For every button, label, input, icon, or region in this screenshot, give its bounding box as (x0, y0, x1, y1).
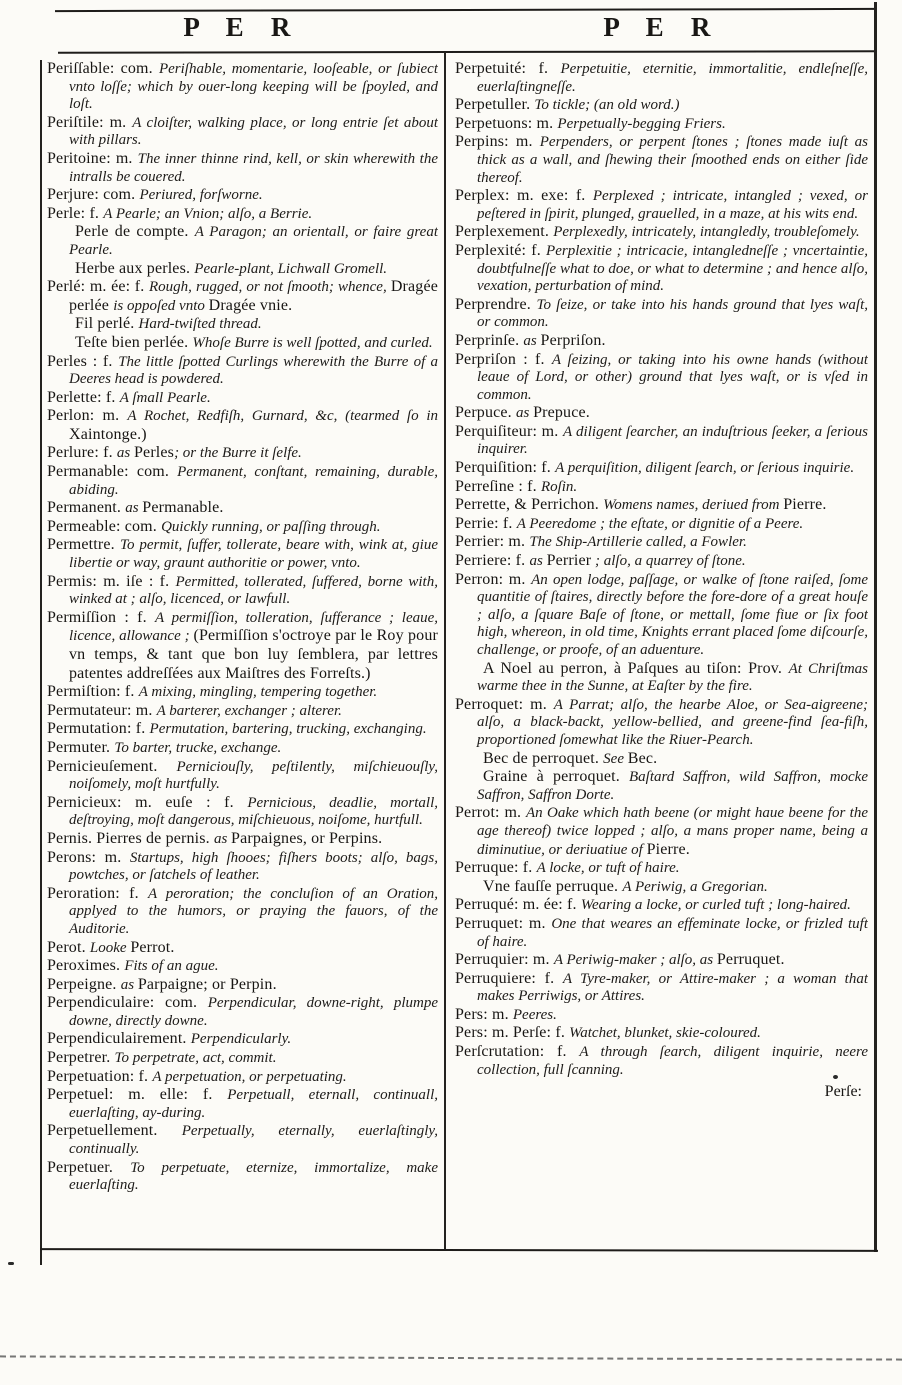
dictionary-entry (47, 389, 438, 408)
headword-text: Perrette, & Perrichon. (455, 496, 604, 514)
definition-text: ; or the Burre it ſelfe. (174, 445, 302, 462)
dictionary-entry (47, 536, 438, 572)
definition-text: A Pearle; an Vnion; alſo, a Berrie. (103, 205, 313, 222)
headword-text: Bec de perroquet. (483, 749, 604, 767)
headword-text: Perles (134, 444, 175, 462)
headword-text: Perpins: m. (455, 133, 540, 151)
definition-text: Perplexitie ; intricacie, intangledneſſe ; vncertaintie, doubtfulneſſe what to doe, or what to determine ; and hence alſo, vexation, perturbation of mind. (477, 242, 868, 295)
definition-text: as (120, 976, 138, 993)
sub-entry (455, 878, 868, 897)
headword-text: Pernicieuſement. (47, 757, 177, 775)
headword-text: Graine à perroquet. (483, 768, 630, 786)
definition-text: Whoſe Burre is well ſpotted, and curled. (192, 334, 433, 351)
headword-text: A Noel au perron, à Paſques au tiſon: Prov. (483, 659, 789, 677)
headword-text: Perrot. (130, 938, 175, 956)
headword-text: Permis: m. iſe : f. (47, 572, 176, 590)
headword-text: Pers: m. Perſe: f. (455, 1024, 570, 1042)
definition-text: Perpetuitie, eternitie, immortalitie, endleſneſſe, euerlaſtingneſſe. (477, 61, 868, 95)
running-head-left: P E R (183, 12, 301, 42)
headword-text: Permiſſion : f. (47, 608, 155, 626)
headword-text: Periſtile: m. (47, 113, 133, 131)
definition-text: as (515, 405, 534, 422)
headword-text: Peritoine: m. (47, 149, 138, 167)
dictionary-entry (455, 115, 868, 134)
headword-text: Perlette: f. (47, 388, 120, 406)
scan-speck (8, 1262, 14, 1265)
definition-text: A Parrat; alſo, the hearbe Aloe, or Sea-aigreene; alſo, a black-backt, yellow-bellied, and greene-find ſea-fiſh, proportioned ſomewhat like the Riuer-Pearch. (477, 696, 868, 748)
headword-text: Perpeigne. (47, 975, 121, 993)
definition-text: Perpetually, eternally, euerlaſtingly, continually. (69, 1123, 438, 1158)
headword-text: Permettre. (47, 536, 121, 554)
sub-entry (47, 260, 438, 279)
definition-text: A peroration; the concluſion of an Oration, applyed to the humors, or praying the fauors, of the Auditorie. (69, 885, 438, 937)
headword-text: Permanable. (142, 499, 224, 517)
dictionary-entry (455, 533, 868, 552)
dictionary-entry (47, 407, 438, 444)
definition-text: Perplexedly, intricately, intangledly, troubleſomely. (553, 224, 860, 241)
definition-text: Roſin. (540, 478, 578, 495)
headword-text: Perpetuller. (455, 96, 535, 114)
dictionary-entry (455, 459, 868, 478)
headword-text: Periſſable: com. (47, 60, 159, 77)
dictionary-entry (47, 60, 438, 114)
left-column-entries (47, 60, 438, 1195)
definition-text: as (529, 553, 547, 570)
dictionary-entry (47, 463, 438, 499)
headword-text: Perreſine : f. (455, 477, 541, 495)
definition-text: Fits of an ague. (124, 958, 219, 975)
dictionary-entry (455, 242, 868, 296)
dictionary-entry (455, 552, 868, 571)
dictionary-entry (455, 404, 868, 423)
dictionary-entry (47, 150, 438, 186)
definition-text: A Paragon; an orientall, or faire great Pearle. (69, 224, 438, 258)
headword-text: Perruquet. (716, 951, 785, 969)
definition-text: Pearle-plant, Lichwall Gromell. (194, 260, 388, 277)
definition-text: Startups, high ſhooes; fiſhers boots; alſo, bags, powtches, or ſatchels of leather. (69, 849, 438, 884)
headword-text: Perle: f. (47, 204, 104, 222)
headword-text: Perpriſon : f. (455, 350, 552, 368)
headword-text: Perons: m. (47, 848, 130, 866)
dictionary-entry (455, 60, 868, 96)
dictionary-entry (47, 114, 438, 150)
headword-text: Prepuce. (533, 404, 590, 422)
headword-text: Perpetrer. (47, 1049, 115, 1067)
headword-text: (Permiſſion s'octroye par le Roy pour vn temps, & tant que bon luy ſemblera, par lettres patentes addreſſées aux Maiſtres des Forreſts.) (69, 627, 438, 682)
headword-text: Perplexement. (455, 223, 554, 241)
definition-text: A cloiſter, walking place, or long entrie ſet about with pillars. (69, 114, 438, 149)
sub-entry (455, 660, 868, 696)
dictionary-entry (455, 1006, 868, 1025)
headword-text: Perlure: f. (47, 444, 117, 462)
dictionary-entry (47, 976, 438, 995)
dictionary-entry (47, 444, 438, 463)
sub-entry (455, 768, 868, 804)
headword-text: Peroration: f. (47, 884, 148, 902)
sub-entry (47, 315, 438, 334)
definition-text: A ſeizing, or taking into his owne hands (without leaue of Lord, or other) ground that lyes waſt, or is vſed in common. (477, 351, 868, 403)
bottom-border-rule (40, 1248, 878, 1252)
dictionary-entry (47, 830, 438, 849)
right-column-entries (455, 60, 868, 1079)
headword-text: Perruquier: m. (455, 951, 554, 969)
headword-text: Perprinſe. (455, 331, 524, 349)
dictionary-entry (455, 1043, 868, 1079)
dictionary-entry (47, 1086, 438, 1122)
definition-text: Periſhable, momentarie, looſeable, or ſubiect vnto loſſe; which by ouer-long keeping will be ſpoyled, and loſt. (69, 61, 438, 113)
dictionary-entry (455, 951, 868, 970)
definition-text: Womens names, deriued from (603, 497, 784, 514)
headword-text: Perquiſiteur: m. (455, 422, 563, 440)
dictionary-entry (455, 804, 868, 859)
headword-text: Vne fauſſe perruque. (483, 877, 623, 895)
dictionary-entry (455, 332, 868, 351)
dictionary-entry (455, 351, 868, 405)
headword-text: Perpriſon. (540, 331, 606, 349)
headword-text: Permeable: com. (47, 517, 162, 535)
headword-text: Parpaigne; or Perpin. (137, 975, 277, 993)
headword-text: Permutateur: m. (47, 701, 157, 719)
dictionary-entry (455, 423, 868, 459)
definition-text: A through ſearch, diligent inquirie, neere collection, full ſcanning. (477, 1044, 868, 1078)
definition-text: Peeres. (512, 1006, 557, 1023)
dictionary-entry (47, 994, 438, 1030)
definition-text: Perpetuall, eternall, continuall, euerlaſting, ay-during. (69, 1087, 438, 1121)
headword-text: Pers: m. (455, 1005, 513, 1023)
dictionary-entry (47, 573, 438, 609)
dictionary-entry (455, 571, 868, 660)
headword-text: Peroximes. (47, 957, 125, 975)
dictionary-entry (455, 296, 868, 332)
definition-text: Looke (89, 939, 131, 956)
dictionary-entry (47, 739, 438, 758)
headword-text: Perlon: m. (47, 407, 128, 425)
headword-text: Parpaignes, or Perpins. (231, 829, 383, 847)
definition-text: Quickly running, or paſſing through. (161, 518, 381, 535)
headword-text: Permanent. (47, 499, 126, 517)
headword-text: Permutation: f. (47, 720, 150, 738)
headword-text: Pierre. (646, 840, 690, 858)
headword-text: Perplex: m. exe: f. (455, 187, 593, 205)
dictionary-entry (47, 1122, 438, 1158)
headword-text: Perles : f. (47, 352, 119, 370)
definition-text: A perpetuation, or perpetuating. (152, 1068, 347, 1085)
definition-text: The inner thinne rind, kell, or skin wherewith the intralls be couered. (69, 150, 438, 185)
headword-text: Perot. (47, 938, 90, 956)
headword-text: Perrot: m. (455, 804, 526, 822)
definition-text: A Periwig, a Gregorian. (622, 878, 768, 895)
dictionary-entry (47, 702, 438, 721)
dictionary-entry (47, 1159, 438, 1195)
definition-text: To barter, trucke, exchange. (114, 739, 282, 756)
definition-text: At Chriſtmas warme thee in the Sunne, at Eaſter by the fire. (477, 660, 868, 695)
definition-text: as (213, 830, 232, 847)
definition-text: Rough, rugged, or not ſmooth; whence, (149, 279, 391, 296)
headword-text: Pernis. Pierres de pernis. (47, 829, 214, 847)
headword-text: Perprendre. (455, 295, 537, 313)
headword-text: Permiſtion: f. (47, 683, 139, 701)
dictionary-entry (455, 496, 868, 515)
dictionary-entry (455, 970, 868, 1006)
headword-text: Dragée perlée (69, 278, 438, 314)
headword-text: Dragée vnie. (208, 296, 293, 314)
definition-text: Permanent, conſtant, remaining, durable, abiding. (69, 464, 438, 498)
headword-text: Perpendiculaire: com. (47, 994, 208, 1012)
dictionary-entry (47, 683, 438, 702)
headword-text: Perle de compte. (75, 223, 195, 241)
dictionary-entry (455, 1024, 868, 1043)
headword-text: Perruquet: m. (455, 914, 552, 932)
definition-text: A Tyre-maker, or Attire-maker ; a woman that makes Perriwigs, or Attires. (477, 970, 868, 1005)
headword-text: Perrie: f. (455, 514, 517, 532)
dictionary-entry (47, 186, 438, 205)
definition-text: To perpetrate, act, commit. (114, 1050, 277, 1067)
headword-text: Perplexité: f. (455, 241, 547, 259)
headword-text: Perruquiere: f. (455, 969, 563, 987)
definition-text: Hard-twiſted thread. (138, 316, 262, 333)
dictionary-entry (47, 1068, 438, 1087)
headword-text: Pernicieux: m. euſe : f. (47, 793, 248, 811)
definition-text: A Periwig-maker ; alſo, as (553, 952, 717, 969)
headword-text: Perpendiculairement. (47, 1030, 191, 1048)
dictionary-entry (47, 849, 438, 885)
definition-text: as (523, 332, 541, 349)
headword-text: Bec. (627, 749, 658, 767)
definition-text: Periured, forſworne. (139, 187, 263, 204)
definition-text: A locke, or tuft of haire. (536, 860, 680, 877)
headword-text: Perpetuons: m. (455, 114, 558, 132)
headword-text: Perpetuation: f. (47, 1067, 153, 1085)
dictionary-entry (47, 1049, 438, 1068)
headword-text: Perroquet: m. (455, 695, 554, 713)
headword-text: Perjure: com. (47, 186, 140, 204)
definition-text: An Oake which hath beene (or might haue beene for the age thereof) twice lopped ; alſo, a mans proper name, being a diminutiue, or deriuatiue of (477, 805, 868, 858)
definition-text: A perquiſition, diligent ſearch, or ſerious inquirie. (555, 460, 855, 477)
definition-text: Perpendicular, downe-right, plumpe downe, directly downe. (69, 995, 438, 1029)
dictionary-entry (455, 96, 868, 115)
dictionary-entry (455, 223, 868, 242)
left-column (47, 60, 438, 1250)
headword-text: Perruque: f. (455, 859, 537, 877)
headword-text: Herbe aux perles. (75, 259, 195, 277)
definition-text: Perniciouſly, peſtilently, miſchieuouſly, noiſomely, moſt hurtfully. (69, 758, 438, 793)
definition-text: One that weares an effeminate locke, or frizled tuft of haire. (477, 915, 868, 950)
headword-text: Perrier: m. (455, 533, 530, 551)
scan-speck (833, 1075, 838, 1079)
definition-text: Pernicious, deadlie, mortall, deſtroying, moſt dangerous, miſchieuous, noiſome, hurtfull. (69, 794, 438, 829)
scan-edge-artifact (0, 1355, 902, 1360)
sub-entry (47, 334, 438, 353)
definition-text: Perpenders, or perpent ſtones ; ſtones made iuſt as thick as a wall, and ſhewing their ſmoothed ends on either ſide thereof. (477, 134, 868, 186)
dictionary-entry (47, 939, 438, 958)
headword-text: Perrier (546, 552, 592, 570)
definition-text: A mixing, mingling, tempering together. (138, 684, 378, 701)
definition-text: Watchet, blunket, skie-coloured. (569, 1025, 761, 1042)
definition-text: To perpetuate, eternize, immortalize, make euerlaſting. (69, 1159, 438, 1194)
dictionary-entry (47, 278, 438, 315)
dictionary-entry (47, 885, 438, 939)
dictionary-entry (47, 720, 438, 739)
definition-text: as (116, 445, 134, 462)
dictionary-entry (455, 859, 868, 878)
headword-text: Perpetuité: f. (455, 60, 561, 77)
right-margin-rule (874, 2, 877, 1252)
sub-entry (47, 223, 438, 259)
header-divider-rule (58, 50, 876, 53)
headword-text: Pierre. (783, 496, 827, 514)
definition-text: The Ship-Artillerie called, a Fowler. (529, 534, 747, 551)
definition-text: To ſeize, or take into his hands ground that lyes waſt, or common. (477, 296, 868, 331)
definition-text: Permutation, bartering, trucking, exchanging. (149, 721, 427, 738)
dictionary-entry (47, 758, 438, 794)
headword-text: Perlé: m. ée: f. (47, 278, 149, 296)
column-divider-rule (444, 52, 446, 1250)
headword-text: Perruqué: m. ée: f. (455, 896, 581, 914)
headword-text: Permanable: com. (47, 463, 178, 481)
definition-text: A barterer, exchanger ; alterer. (156, 702, 342, 719)
sub-entry (455, 750, 868, 769)
definition-text: To tickle; (an old word.) (534, 97, 680, 114)
definition-text: Perpetually-begging Friers. (557, 115, 726, 132)
definition-text: A Rochet, Redfiſh, Gurnard, &c, (tearmed ſo in (127, 408, 438, 425)
definition-text: Permitted, tollerated, ſuffered, borne with, winked at ; alſo, licenced, or lawfull. (69, 573, 438, 608)
dictionary-entry (455, 915, 868, 951)
dictionary-entry (47, 609, 438, 683)
headword-text: Perquiſition: f. (455, 459, 556, 477)
definition-text: See (603, 750, 628, 767)
definition-text: An open lodge, paſſage, or walke of ſtone raiſed, ſome quantitie of ſtaires, directly before the fore-dore of a great houſe ; alſo, a ſquare Baſe of ſtone, or mettall, ſome fiue or ſix foot high, whereon, in old time, Knights errant placed ſome diſcourſe, challenge, or proofe, of an aduenture. (477, 571, 868, 658)
headword-text: Perpetuel: m. elle: f. (47, 1086, 228, 1104)
dictionary-entry (455, 187, 868, 223)
left-margin-rule (40, 60, 42, 1265)
definition-text: A ſmall Pearle. (119, 389, 211, 406)
definition-text: is oppoſed vnto (113, 297, 209, 314)
dictionary-entry (455, 896, 868, 915)
headword-text: Perpuce. (455, 404, 516, 422)
dictionary-entry (47, 1030, 438, 1049)
dictionary-entry (47, 518, 438, 537)
headword-text: Perpetuellement. (47, 1122, 182, 1140)
definition-text: To permit, ſuffer, tollerate, beare with, wink at, giue libertie or way, graunt authoritie or power, vnto. (69, 537, 438, 572)
definition-text: A permiſſion, tolleration, ſufferance ; leaue, licence, allowance ; (69, 609, 438, 645)
running-head-right: P E R (603, 12, 721, 42)
definition-text: Baſtard Saffron, wild Saffron, mocke Saffron, Saffron Dorte. (477, 769, 868, 803)
definition-text: Perplexed ; intricate, intangled ; vexed, or peſtered in ſpirit, plunged, grauelled, in a maze, at his wits end. (477, 188, 868, 222)
dictionary-entry (455, 696, 868, 750)
definition-text: ; alſo, a quarrey of ſtone. (591, 553, 746, 570)
headword-text: Fil perlé. (75, 315, 139, 333)
dictionary-entry (47, 957, 438, 976)
definition-text: A Peeredome ; the eſtate, or dignitie of a Peere. (516, 515, 804, 532)
definition-text: Perpendicularly. (190, 1031, 292, 1048)
dictionary-entry (47, 353, 438, 389)
headword-text: Xaintonge.) (69, 425, 147, 443)
dictionary-entry (455, 515, 868, 534)
dictionary-entry (47, 499, 438, 518)
dictionary-entry (47, 205, 438, 224)
headword-text: Permuter. (47, 738, 115, 756)
definition-text: as (125, 500, 143, 517)
headword-text: Perpetuer. (47, 1158, 131, 1176)
headword-text: Perriere: f. (455, 552, 530, 570)
right-column (455, 60, 868, 1250)
headword-text: Perron: m. (455, 570, 532, 588)
dictionary-entry (47, 794, 438, 830)
dictionary-entry (455, 133, 868, 187)
headword-text: Teſte bien perlée. (75, 333, 193, 351)
definition-text: Wearing a locke, or curled tuft ; long-haired. (580, 897, 851, 914)
definition-text: The little ſpotted Curlings wherewith the Burre of a Deeres head is powdered. (69, 353, 438, 388)
catchword: Perſe: (824, 1083, 862, 1101)
headword-text: Perſcrutation: f. (455, 1043, 580, 1061)
definition-text: A diligent ſearcher, an induſtrious ſeeker, a ſerious inquirer. (477, 423, 868, 458)
dictionary-entry (455, 478, 868, 497)
